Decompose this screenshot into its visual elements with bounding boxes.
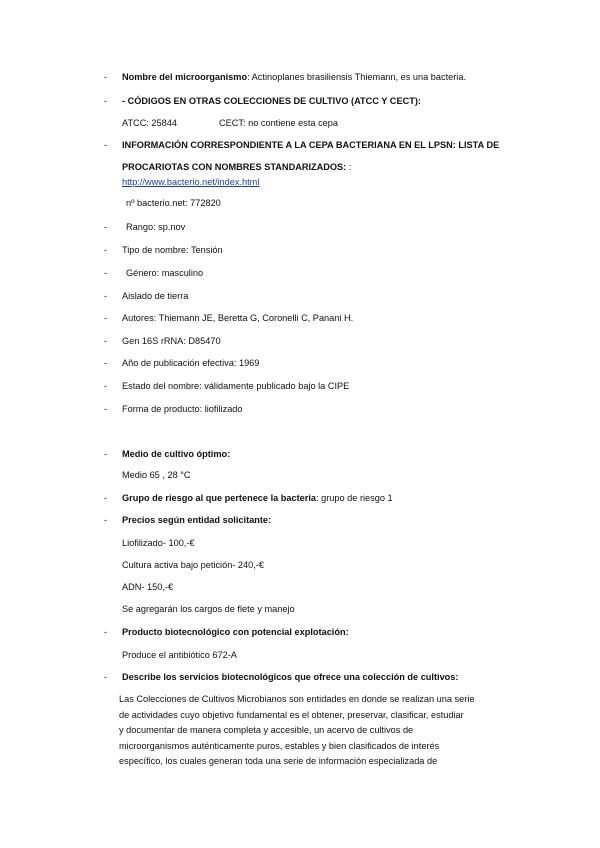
codes-heading: - CÓDIGOS EN OTRAS COLECCIONES DE CULTIVO (ATCC Y CECT): [122, 96, 421, 106]
paragraph-line: de actividades cuyo objetivo fundamental es el obtener, preservar, clasificar, estudiar [119, 709, 464, 720]
servicios-heading: Describe los servicios biotecnológicos que ofrece una colección de cultivos: [122, 672, 459, 682]
anio-text: Año de publicación efectiva: 1969 [122, 358, 260, 368]
lpsn-link[interactable]: http://www.bacterio.net/index.html [122, 177, 260, 187]
bullet: - [104, 72, 108, 82]
autores-text: Autores: Thiemann JE, Beretta G, Coronelli C, Panani H. [122, 313, 354, 323]
cect-code: CECT: no contiene esta cepa [219, 118, 338, 128]
precio-cultura: Cultura activa bajo petición- 240,-€ [122, 560, 264, 570]
bullet: - [104, 140, 108, 150]
rango-text: Rango: sp.nov [126, 222, 186, 232]
riesgo-label: Grupo de riesgo al que pertenece la bacteria [122, 493, 317, 503]
bullet: - [104, 358, 108, 368]
paragraph-line: específico, los cuales generan toda una serie de información especializada de [119, 756, 438, 767]
lpsn-heading-colon: : [346, 162, 352, 172]
bullet: - [104, 336, 108, 346]
bullet: - [104, 627, 108, 637]
producto-heading: Producto biotecnológico con potencial explotación: [122, 627, 349, 637]
bullet: - [104, 449, 108, 459]
riesgo-value: : grupo de riesgo 1 [316, 493, 393, 503]
gen-text: Gen 16S rRNA: D85470 [122, 336, 221, 346]
bullet: - [104, 291, 108, 301]
lpsn-heading-line2: PROCARIOTAS CON NOMBRES STANDARIZADOS: [122, 162, 347, 172]
bullet: - [104, 245, 108, 255]
tipo-text: Tipo de nombre: Tensión [122, 245, 223, 255]
medio-heading: Medio de cultivo óptimo: [122, 449, 231, 459]
bacterio-number: nº bacterio.net: 772820 [126, 198, 221, 208]
organism-label: Nombre del microorganismo [122, 72, 248, 82]
producto-text: Produce el antibiótico 672-A [122, 650, 237, 660]
aislado-text: Aislado de tierra [122, 291, 189, 301]
precio-adn: ADN- 150,-€ [122, 582, 174, 592]
bullet: - [104, 515, 108, 525]
estado-text: Estado del nombre: válidamente publicado bajo la CIPE [122, 381, 350, 391]
bullet: - [104, 222, 108, 232]
bullet: - [104, 404, 108, 414]
paragraph-line: microorganismos auténticamente puros, estables y bien clasificados de interés [119, 740, 440, 751]
paragraph-line: Las Colecciones de Cultivos Microbianos son entidades en donde se realizan una serie [119, 694, 475, 704]
bullet: - [104, 268, 108, 278]
precio-liofilizado: Liofilizado- 100,-€ [122, 538, 195, 548]
organism-value: : Actinoplanes brasiliensis Thiemann, es una bacteria. [247, 72, 467, 82]
bullet: - [104, 313, 108, 323]
medio-text: Medio 65 , 28 °C [122, 470, 191, 480]
atcc-code: ATCC: 25844 [122, 118, 177, 128]
forma-text: Forma de producto: liofilizado [122, 404, 243, 414]
bullet: - [104, 493, 108, 503]
flete-text: Se agregarán los cargos de flete y manejo [122, 604, 295, 614]
bullet: - [104, 381, 108, 391]
bullet: - [104, 96, 108, 106]
servicios-paragraph [119, 692, 499, 770]
genero-text: Género: masculino [126, 268, 204, 278]
precios-heading: Precios según entidad solicitante: [122, 515, 272, 525]
paragraph-line: y documentar de manera completa y accesible, un acervo de cultivos de [119, 725, 414, 736]
bullet: - [104, 672, 108, 682]
lpsn-heading-line1: INFORMACIÓN CORRESPONDIENTE A LA CEPA BACTERIANA EN EL LPSN: LISTA DE [122, 140, 500, 150]
